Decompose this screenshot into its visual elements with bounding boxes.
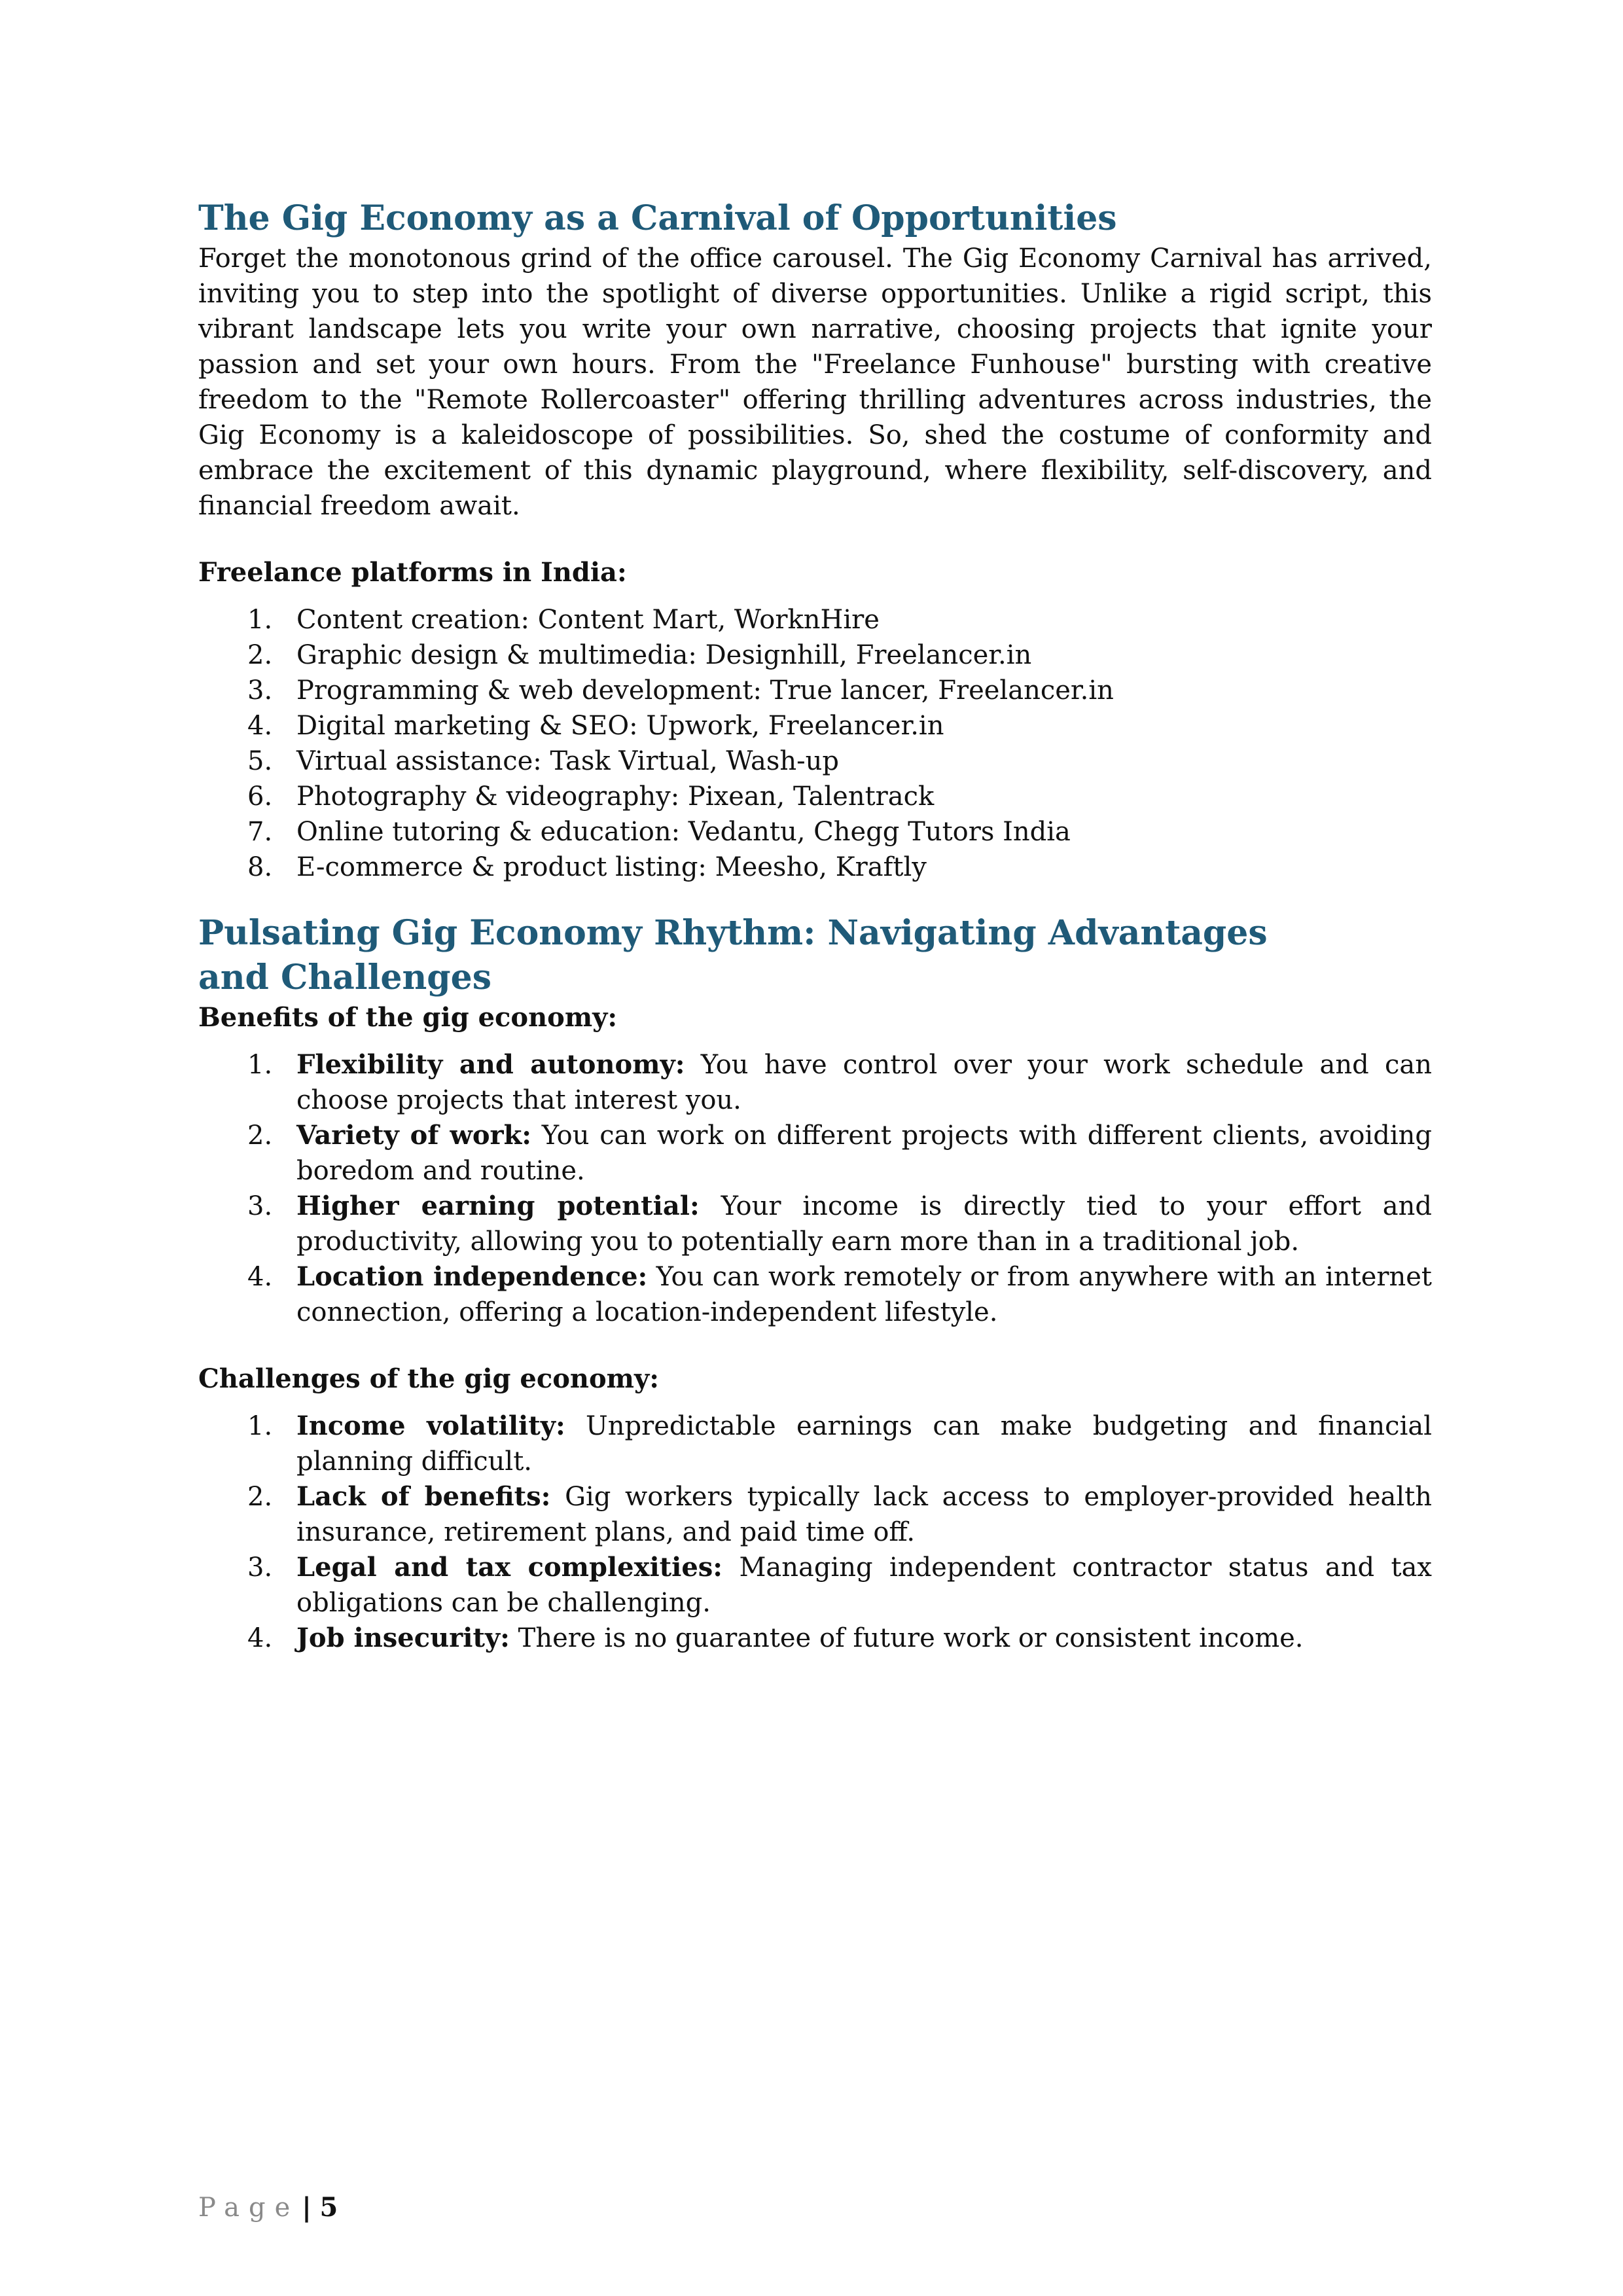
list-item-text: There is no guarantee of future work or consistent income. — [509, 1623, 1304, 1653]
page-separator: | — [302, 2192, 312, 2223]
list-item — [198, 1047, 1432, 1118]
list-number: 1. — [247, 605, 273, 635]
list-item — [198, 1621, 1432, 1656]
list-item-term: Income volatility: — [296, 1410, 565, 1441]
list-item-term: Legal and tax complexities: — [296, 1552, 723, 1583]
list-item-term: Job insecurity: — [296, 1623, 510, 1653]
page-content — [198, 196, 1432, 1656]
list-item — [198, 602, 1432, 637]
list-item-text: Online tutoring & education: Vedantu, Chegg Tutors India — [296, 817, 1071, 847]
list-number: 4. — [247, 1623, 273, 1653]
section-title-carnival: The Gig Economy as a Carnival of Opportunities — [198, 198, 1117, 238]
list-number: 2. — [247, 1482, 273, 1512]
list-item-text: Managing independent contractor status and tax obligations can be challenging. — [296, 1552, 1432, 1618]
list-number: 7. — [247, 817, 273, 847]
list-item-text: Virtual assistance: Task Virtual, Wash-up — [296, 746, 840, 776]
list-item — [198, 850, 1432, 885]
list-item-text: You can work remotely or from anywhere with an internet connection, offering a location-independent lifestyle. — [296, 1262, 1432, 1327]
list-item-term: Flexibility and autonomy: — [296, 1049, 685, 1080]
list-item-text: Content creation: Content Mart, WorknHire — [296, 605, 880, 635]
challenges-heading: Challenges of the gig economy: — [198, 1363, 660, 1394]
list-item — [198, 637, 1432, 673]
list-item-text: E-commerce & product listing: Meesho, Kraftly — [296, 852, 927, 882]
list-item-text: Gig workers typically lack access to employer-provided health insurance, retirement plans, and paid time off. — [296, 1482, 1432, 1547]
list-item — [198, 779, 1432, 814]
list-number: 2. — [247, 640, 273, 670]
list-number: 2. — [247, 1121, 273, 1151]
list-item-term: Higher earning potential: — [296, 1191, 700, 1221]
list-item — [198, 744, 1432, 779]
list-item-text: You can work on different projects with different clients, avoiding boredom and routine. — [296, 1121, 1432, 1186]
page-footer — [198, 2190, 338, 2225]
list-number: 3. — [247, 675, 273, 706]
list-number: 4. — [247, 1262, 273, 1292]
list-item — [198, 1479, 1432, 1550]
list-item-text: Unpredictable earnings can make budgeting and financial planning difficult. — [296, 1411, 1432, 1477]
list-item-term: Variety of work: — [296, 1120, 532, 1151]
list-item — [198, 1408, 1432, 1479]
challenges-list — [198, 1408, 1432, 1656]
list-item-text: Digital marketing & SEO: Upwork, Freelancer.in — [296, 711, 944, 741]
list-number: 3. — [247, 1552, 273, 1583]
list-number: 4. — [247, 711, 273, 741]
list-number: 6. — [247, 781, 273, 812]
list-item-text: Graphic design & multimedia: Designhill, Freelancer.in — [296, 640, 1032, 670]
list-item — [198, 1189, 1432, 1259]
platforms-list — [198, 602, 1432, 885]
list-number: 3. — [247, 1191, 273, 1221]
section-title-rhythm: Pulsating Gig Economy Rhythm: Navigating Advantages and Challenges — [198, 913, 1268, 997]
list-item-text: Your income is directly tied to your effort and productivity, allowing you to potentially earn more than in a traditional job. — [296, 1191, 1433, 1257]
list-number: 1. — [247, 1411, 273, 1441]
list-item — [198, 673, 1432, 708]
list-item-text: Photography & videography: Pixean, Talentrack — [296, 781, 935, 812]
benefits-heading: Benefits of the gig economy: — [198, 1002, 618, 1033]
list-item-text: You have control over your work schedule and can choose projects that interest you. — [296, 1050, 1432, 1115]
list-item-term: Lack of benefits: — [296, 1481, 551, 1512]
list-number: 8. — [247, 852, 273, 882]
benefits-list — [198, 1047, 1432, 1330]
page-label: Page — [198, 2193, 300, 2223]
list-number: 5. — [247, 746, 273, 776]
list-number: 1. — [247, 1050, 273, 1080]
intro-paragraph: Forget the monotonous grind of the office carousel. The Gig Economy Carnival has arrived, inviting you to step into the spotlight of diverse opportunities. Unlike a rigid script, this vibrant landscape lets you write your own narrative, choosing projects that ignite your passion and set your own hours. From the "Freelance Funhouse" bursting with creative freedom to the "Remote Rollercoaster" offering thrilling adventures across industries, the Gig Economy is a kaleidoscope of possibilities. So, shed the costume of conformity and embrace the excitement of this dynamic playground, where flexibility, self-discovery, and financial freedom await. — [198, 243, 1432, 521]
list-item — [198, 1118, 1432, 1189]
list-item — [198, 1550, 1432, 1621]
list-item — [198, 814, 1432, 850]
list-item — [198, 708, 1432, 744]
list-item — [198, 1259, 1432, 1330]
list-item-term: Location independence: — [296, 1261, 648, 1292]
platforms-heading: Freelance platforms in India: — [198, 557, 627, 588]
page-number: 5 — [319, 2192, 338, 2223]
list-item-text: Programming & web development: True lancer, Freelancer.in — [296, 675, 1114, 706]
